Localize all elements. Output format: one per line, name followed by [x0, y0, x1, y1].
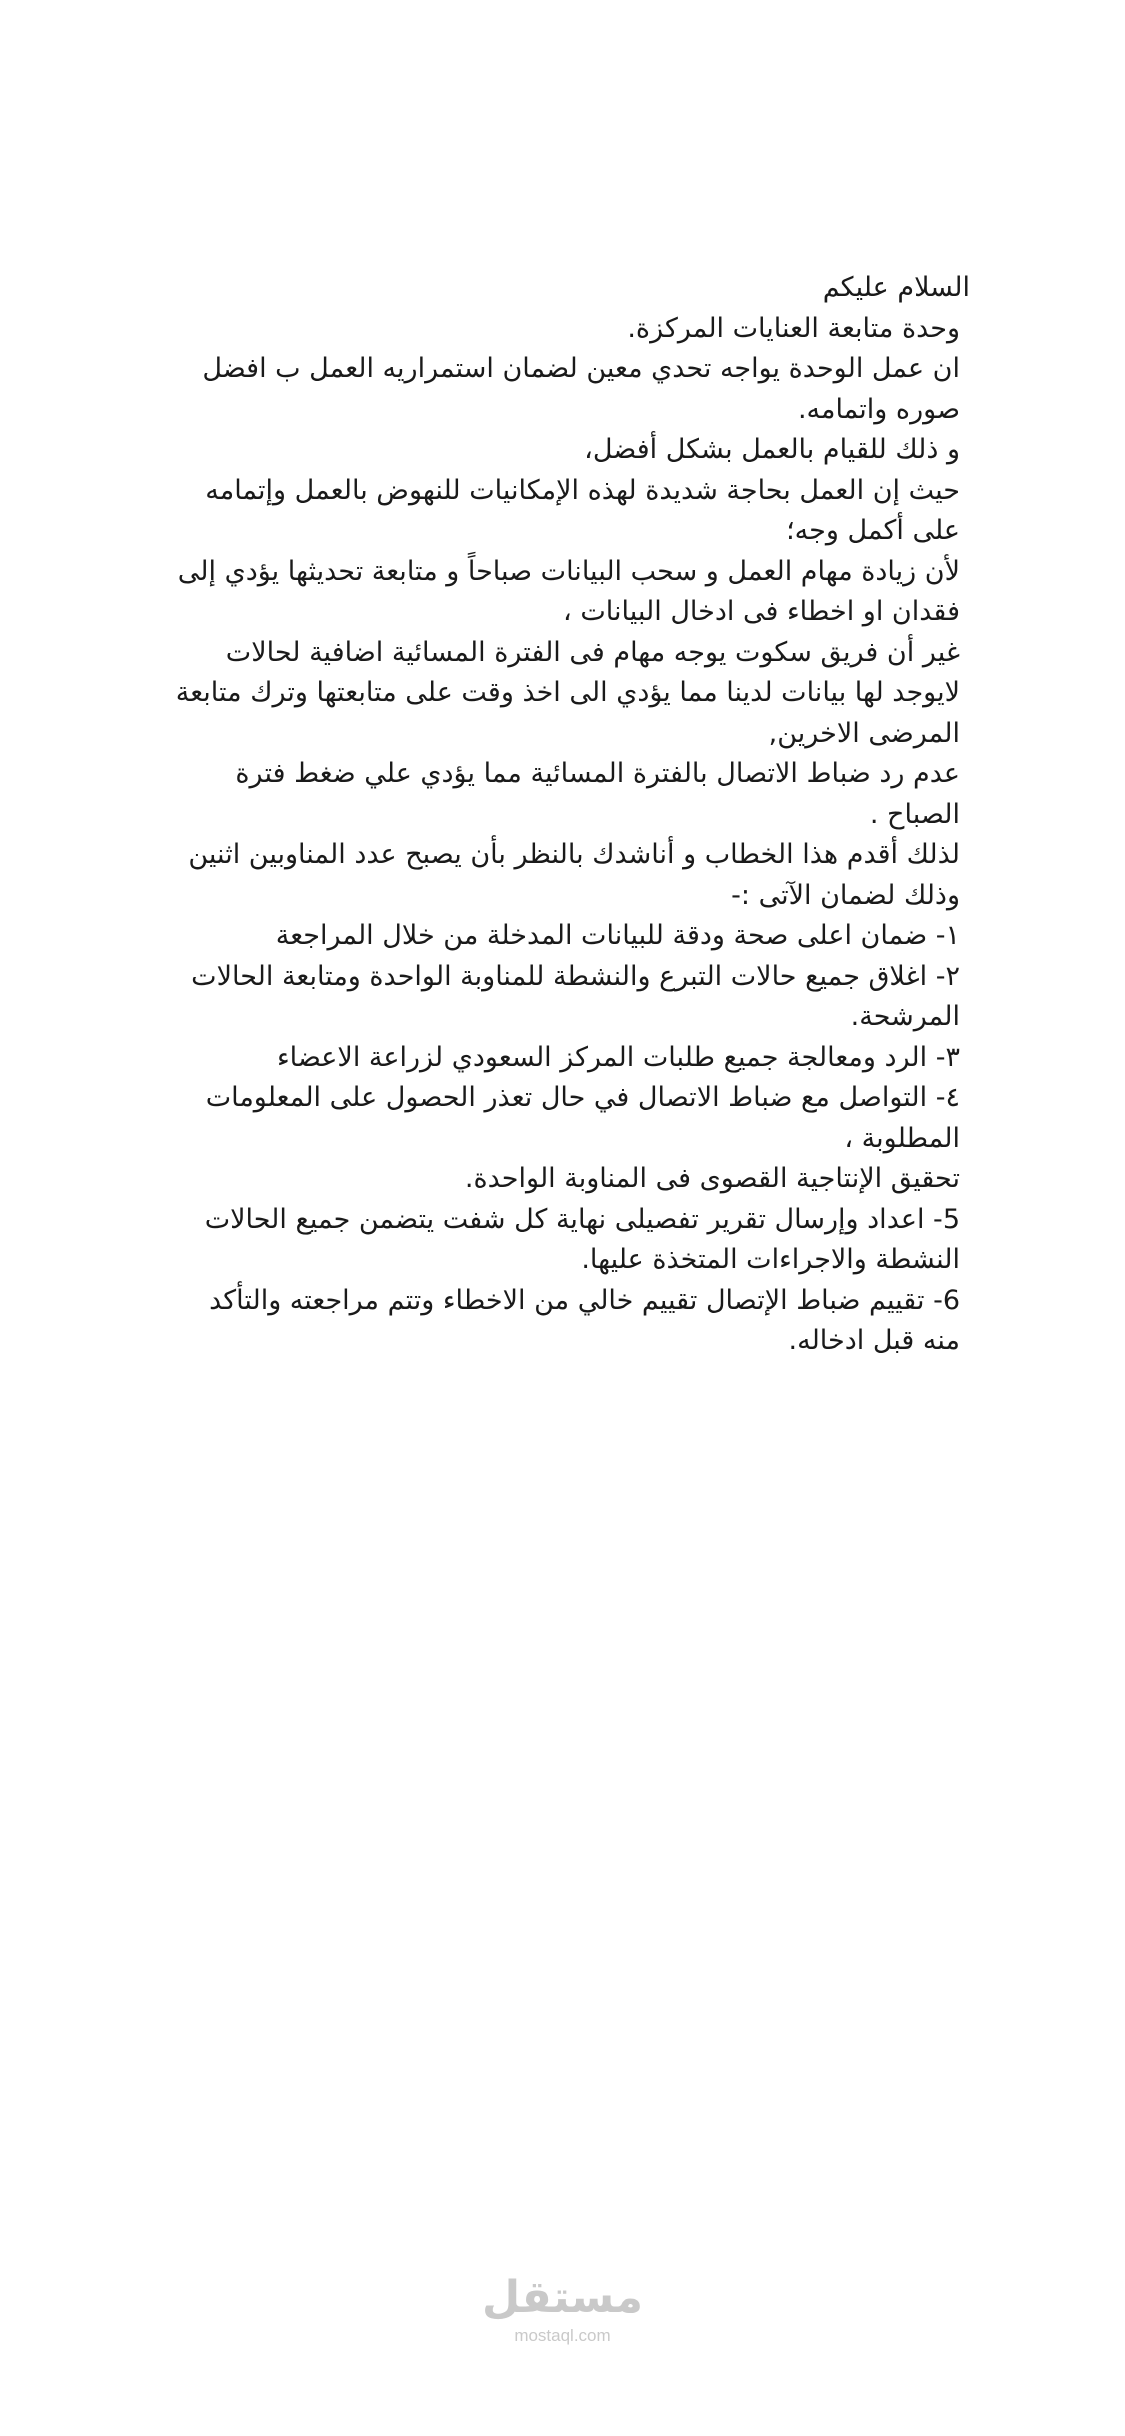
paragraph-purpose: و ذلك للقيام بالعمل بشكل أفضل،	[584, 434, 960, 465]
list-item-2: ٢- اغلاق جميع حالات التبرع والنشطة للمناوبة الواحدة ومتابعة الحالات المرشحة.	[191, 960, 960, 1032]
list-item-6: 6- تقييم ضباط الإتصال تقييم خالي من الاخطاء وتتم مراجعته والتأكد منه قبل ادخاله.	[209, 1284, 960, 1356]
mostaql-url: mostaql.com	[514, 2326, 611, 2345]
paragraph-reason-evening: غير أن فريق سكوت يوجه مهام فى الفترة المسائية اضافية لحالات لايوجد لها بيانات لدينا مما يؤدي الى اخذ وقت على متابعتها وترك متابعة المرضى الاخرين,	[175, 636, 960, 749]
list-item-5: 5- اعداد وإرسال تقرير تفصيلى نهاية كل شفت يتضمن جميع الحالات النشطة والاجراءات المتخذة عليها.	[204, 1203, 960, 1275]
list-item-3: ٣- الرد ومعالجة جميع طلبات المركز السعودي لزراعة الاعضاء	[276, 1041, 960, 1073]
productivity-line: تحقيق الإنتاجية القصوى فى المناوبة الواحدة.	[464, 1163, 960, 1194]
paragraph-need: حيث إن العمل بحاجة شديدة لهذه الإمكانيات للنهوض بالعمل وإتمامه على أكمل وجه؛	[205, 474, 960, 546]
paragraph-challenge: ان عمل الوحدة يواجه تحدي معين لضمان استمراريه العمل ب افضل صوره واتمامه.	[202, 353, 960, 425]
letter-body	[170, 268, 970, 1362]
list-item-1: ١- ضمان اعلى صحة ودقة للبيانات المدخلة من خلال المراجعة	[275, 920, 960, 951]
paragraph-request: لذلك أقدم هذا الخطاب و أناشدك بالنظر بأن يصبح عدد المناوبين اثنين وذلك لضمان الآتى :-	[188, 839, 960, 911]
paragraph-reason-workload: لأن زيادة مهام العمل و سحب البيانات صباحاً و متابعة تحديثها يؤدي إلى فقدان او اخطاء فى ادخال البيانات ،	[177, 555, 960, 627]
greeting-line: السلام عليكم	[822, 272, 970, 303]
mostaql-watermark	[0, 2272, 1125, 2346]
mostaql-logo: مستقل	[482, 2272, 643, 2323]
unit-name-line: وحدة متابعة العنايات المركزة.	[627, 312, 960, 344]
paragraph-reason-no-response: عدم رد ضباط الاتصال بالفترة المسائية مما يؤدي علي ضغط فترة الصباح .	[235, 758, 960, 830]
list-item-4: ٤- التواصل مع ضباط الاتصال في حال تعذر الحصول على المعلومات المطلوبة ،	[205, 1082, 960, 1154]
